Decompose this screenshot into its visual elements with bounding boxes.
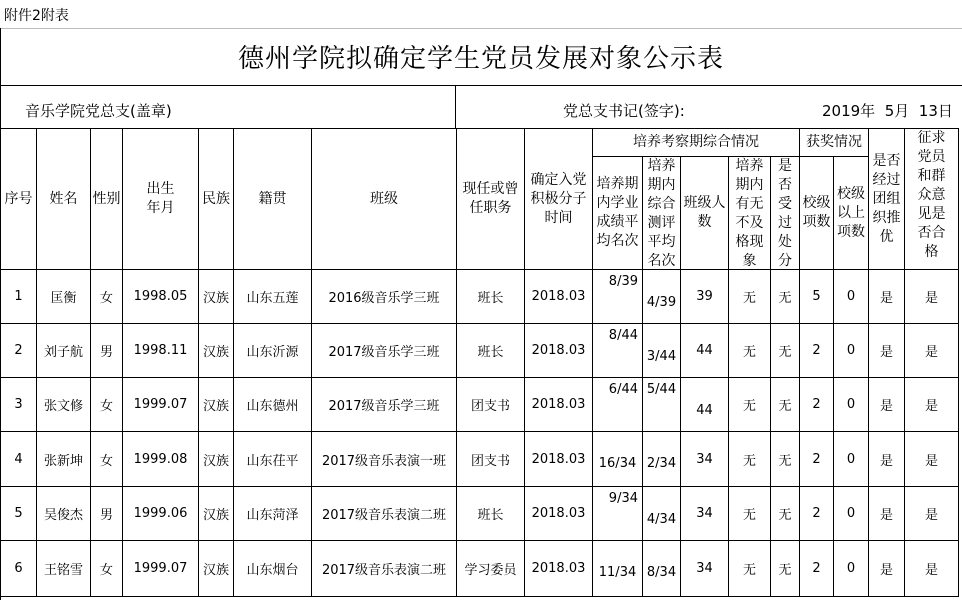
cell-failed[interactable] — [729, 324, 771, 378]
cell-value: 张新坤 — [43, 453, 83, 469]
cell-value: 34 — [696, 506, 713, 521]
cell-failed[interactable] — [729, 378, 771, 432]
cell-value: 班长 — [477, 345, 504, 360]
cell-activist-date[interactable] — [525, 324, 593, 378]
cell-above-school[interactable] — [834, 487, 869, 541]
cell-value: 11/34 — [598, 565, 637, 580]
cell-class[interactable] — [312, 487, 457, 541]
branch-label: 音乐学院党总支(盖章) — [25, 102, 172, 120]
cell-value: 汉族 — [202, 508, 229, 523]
cell-value: 4 — [14, 451, 23, 467]
cell-value: 无 — [778, 345, 792, 360]
cell-value: 是 — [879, 291, 893, 306]
col-recommended: 是否经过团组织推优 — [869, 129, 905, 270]
cell-value: 0 — [846, 343, 856, 358]
cell-value: 刘子航 — [43, 345, 83, 360]
cell-failed[interactable] — [729, 432, 771, 487]
cell-value: 无 — [742, 399, 756, 414]
cell-value: 是 — [879, 399, 893, 414]
cell-origin[interactable] — [234, 270, 312, 324]
cell-position[interactable] — [457, 432, 525, 487]
cell-birth[interactable] — [123, 378, 199, 432]
cell-value: 学习委员 — [464, 563, 517, 578]
cell-grade-rank[interactable] — [593, 487, 643, 541]
cell-value: 汉族 — [202, 399, 229, 414]
cell-value: 1998.11 — [133, 343, 188, 358]
cell-recommended[interactable] — [869, 541, 905, 597]
cell-gender[interactable] — [91, 270, 123, 324]
cell-birth[interactable] — [123, 270, 199, 324]
cell-value: 班长 — [477, 291, 504, 306]
info-divider — [455, 86, 456, 128]
cell-opinion[interactable] — [905, 541, 959, 597]
table-row — [1, 324, 959, 378]
cell-value: 是 — [879, 508, 893, 523]
cell-class-size[interactable] — [681, 270, 729, 324]
cell-class-size[interactable] — [681, 487, 729, 541]
cell-origin[interactable] — [234, 541, 312, 597]
candidates-table — [0, 128, 959, 597]
cell-value: 是 — [924, 345, 938, 360]
cell-value: 16/34 — [598, 455, 637, 471]
cell-school-awards[interactable] — [800, 270, 834, 324]
cell-punished[interactable] — [771, 324, 800, 378]
cell-recommended[interactable] — [869, 270, 905, 324]
cell-school-awards[interactable] — [800, 432, 834, 487]
cell-seq[interactable] — [1, 378, 37, 432]
cell-value: 山东沂源 — [246, 345, 299, 360]
cell-name[interactable] — [37, 378, 91, 432]
cell-name[interactable] — [37, 432, 91, 487]
cell-value: 0 — [846, 506, 856, 521]
cell-class-size[interactable] — [681, 324, 729, 378]
cell-value: 2018.03 — [531, 289, 586, 304]
cell-value: 5/44 — [646, 382, 677, 397]
cell-value: 是 — [879, 563, 893, 578]
cell-value: 5 — [14, 506, 23, 521]
cell-value: 1999.07 — [133, 397, 188, 412]
cell-failed[interactable] — [729, 541, 771, 597]
cell-activist-date[interactable] — [525, 270, 593, 324]
cell-value: 无 — [778, 508, 792, 523]
cell-recommended[interactable] — [869, 432, 905, 487]
cell-value: 是 — [924, 563, 938, 578]
cell-value: 2 — [812, 506, 821, 521]
title-divider — [0, 85, 962, 86]
cell-value: 山东烟台 — [246, 563, 299, 578]
cell-name[interactable] — [37, 270, 91, 324]
cell-punished[interactable] — [771, 378, 800, 432]
cell-punished[interactable] — [771, 487, 800, 541]
col-opinion: 征求党员和群众意见是否合格 — [905, 129, 959, 270]
col-class-size: 班级人数 — [681, 157, 729, 270]
cell-value: 0 — [846, 561, 856, 576]
col-above-school: 校级以上项数 — [834, 157, 869, 270]
cell-seq[interactable] — [1, 270, 37, 324]
table-row — [1, 541, 959, 597]
cell-seq[interactable] — [1, 324, 37, 378]
cell-eval-rank[interactable] — [643, 324, 681, 378]
cell-value: 2017级音乐学三班 — [328, 399, 440, 414]
cell-value: 女 — [99, 399, 113, 414]
cell-activist-date[interactable] — [525, 378, 593, 432]
col-origin: 籍贯 — [234, 129, 312, 270]
sheet-divider — [0, 28, 962, 29]
cell-value: 6 — [14, 561, 23, 576]
cell-failed[interactable] — [729, 487, 771, 541]
cell-opinion[interactable] — [905, 487, 959, 541]
cell-value: 9/34 — [608, 491, 638, 506]
cell-recommended[interactable] — [869, 378, 905, 432]
cell-gender[interactable] — [91, 378, 123, 432]
cell-position[interactable] — [457, 324, 525, 378]
cell-value: 1 — [14, 289, 23, 304]
cell-opinion[interactable] — [905, 432, 959, 487]
cell-value: 男 — [99, 345, 113, 360]
cell-value: 0 — [846, 451, 856, 467]
cell-class[interactable] — [312, 324, 457, 378]
cell-value: 是 — [924, 508, 938, 523]
cell-opinion[interactable] — [905, 270, 959, 324]
cell-value: 王铭雪 — [43, 563, 83, 578]
cell-value: 无 — [778, 563, 792, 578]
cell-value: 是 — [879, 345, 893, 360]
cell-value: 8/34 — [646, 565, 677, 580]
cell-grade-rank[interactable] — [593, 432, 643, 487]
cell-name[interactable] — [37, 324, 91, 378]
cell-value: 无 — [742, 563, 756, 578]
cell-class[interactable] — [312, 378, 457, 432]
col-position: 现任或曾任职务 — [457, 129, 525, 270]
secretary-label: 党总支书记(签字): — [563, 102, 685, 120]
cell-above-school[interactable] — [834, 270, 869, 324]
cell-value: 无 — [742, 345, 756, 360]
col-seq: 序号 — [1, 129, 37, 270]
cell-ethnicity[interactable] — [199, 324, 234, 378]
cell-value: 1999.08 — [133, 451, 188, 467]
cell-grade-rank[interactable] — [593, 270, 643, 324]
cell-origin[interactable] — [234, 487, 312, 541]
cell-value: 2018.03 — [531, 451, 586, 467]
cell-value: 3/44 — [646, 349, 677, 364]
cell-name[interactable] — [37, 487, 91, 541]
table-row — [1, 378, 959, 432]
cell-value: 山东五莲 — [246, 291, 299, 306]
cell-value: 男 — [99, 508, 113, 523]
col-award-group: 获奖情况 — [800, 129, 869, 157]
cell-value: 匡衡 — [50, 291, 77, 306]
cell-above-school[interactable] — [834, 432, 869, 487]
cell-class-size[interactable] — [681, 432, 729, 487]
col-school-awards: 校级项数 — [800, 157, 834, 270]
cell-school-awards[interactable] — [800, 541, 834, 597]
cell-punished[interactable] — [771, 270, 800, 324]
cell-name[interactable] — [37, 541, 91, 597]
cell-value: 2018.03 — [531, 343, 586, 358]
cell-value: 团支书 — [470, 453, 510, 469]
cell-class-size[interactable] — [681, 378, 729, 432]
cell-value: 无 — [778, 399, 792, 414]
cell-punished[interactable] — [771, 432, 800, 487]
cell-value: 张文修 — [43, 399, 83, 414]
cell-value: 女 — [99, 563, 113, 578]
cell-origin[interactable] — [234, 432, 312, 487]
cell-grade-rank[interactable] — [593, 378, 643, 432]
cell-birth[interactable] — [123, 487, 199, 541]
cell-class[interactable] — [312, 270, 457, 324]
cell-value: 2017级音乐表演二班 — [321, 563, 447, 578]
cell-value: 44 — [696, 343, 713, 358]
cell-above-school[interactable] — [834, 541, 869, 597]
col-class: 班级 — [312, 129, 457, 270]
cell-value: 无 — [778, 453, 792, 469]
cell-value: 是 — [924, 453, 938, 469]
cell-value: 1999.07 — [133, 561, 188, 576]
cell-value: 汉族 — [202, 453, 229, 469]
cell-value: 班长 — [477, 508, 504, 523]
cell-value: 3 — [14, 397, 23, 412]
cell-activist-date[interactable] — [525, 432, 593, 487]
cell-value: 34 — [696, 451, 713, 467]
cell-opinion[interactable] — [905, 378, 959, 432]
cell-eval-rank[interactable] — [643, 541, 681, 597]
col-punished: 是否受过处分 — [771, 157, 800, 270]
cell-value: 山东菏泽 — [246, 508, 299, 523]
cell-failed[interactable] — [729, 270, 771, 324]
cell-value: 8/39 — [608, 274, 638, 289]
cell-value: 34 — [696, 561, 713, 576]
cell-seq[interactable] — [1, 541, 37, 597]
cell-ethnicity[interactable] — [199, 432, 234, 487]
cell-value: 是 — [924, 399, 938, 414]
cell-value: 女 — [99, 291, 113, 306]
cell-school-awards[interactable] — [800, 487, 834, 541]
cell-value: 6/44 — [608, 382, 638, 397]
cell-value: 山东茌平 — [246, 453, 299, 469]
cell-value: 汉族 — [202, 345, 229, 360]
col-birth: 出生年月 — [123, 129, 199, 270]
attachment-label: 附件2附表 — [4, 8, 69, 24]
cell-value: 2018.03 — [531, 506, 586, 521]
cell-value: 2 — [812, 397, 821, 412]
cell-recommended[interactable] — [869, 487, 905, 541]
cell-opinion[interactable] — [905, 324, 959, 378]
cell-ethnicity[interactable] — [199, 270, 234, 324]
col-eval-rank: 培养期内综合测评平均名次 — [643, 157, 681, 270]
cell-grade-rank[interactable] — [593, 324, 643, 378]
cell-activist-date[interactable] — [525, 541, 593, 597]
cell-value: 无 — [778, 291, 792, 306]
cell-class-size[interactable] — [681, 541, 729, 597]
cell-value: 汉族 — [202, 563, 229, 578]
cell-value: 2018.03 — [531, 397, 586, 412]
cell-position[interactable] — [457, 378, 525, 432]
cell-gender[interactable] — [91, 487, 123, 541]
cell-seq[interactable] — [1, 487, 37, 541]
cell-activist-date[interactable] — [525, 487, 593, 541]
cell-value: 山东德州 — [246, 399, 299, 414]
cell-value: 2018.03 — [531, 561, 586, 576]
cell-value: 5 — [812, 289, 821, 304]
cell-value: 1998.05 — [133, 289, 188, 304]
cell-eval-rank[interactable] — [643, 432, 681, 487]
cell-value: 2 — [812, 451, 821, 467]
cell-value: 是 — [924, 291, 938, 306]
col-name: 姓名 — [37, 129, 91, 270]
cell-school-awards[interactable] — [800, 378, 834, 432]
cell-gender[interactable] — [91, 324, 123, 378]
cell-eval-rank[interactable] — [643, 487, 681, 541]
cell-birth[interactable] — [123, 541, 199, 597]
cell-value: 0 — [846, 397, 856, 412]
cell-value: 无 — [742, 453, 756, 469]
cell-origin[interactable] — [234, 378, 312, 432]
cell-value: 是 — [879, 453, 893, 469]
col-activist-date: 确定入党积极分子时间 — [525, 129, 593, 270]
col-gender: 性别 — [91, 129, 123, 270]
cell-value: 4/39 — [646, 295, 677, 310]
cell-value: 2/34 — [646, 455, 677, 471]
cell-above-school[interactable] — [834, 378, 869, 432]
cell-value: 无 — [742, 291, 756, 306]
cell-value: 团支书 — [470, 399, 510, 414]
cell-birth[interactable] — [123, 432, 199, 487]
cell-class[interactable] — [312, 541, 457, 597]
cell-value: 无 — [742, 508, 756, 523]
cell-seq[interactable] — [1, 432, 37, 487]
cell-position[interactable] — [457, 541, 525, 597]
col-failed: 培养期内有无不及格现象 — [729, 157, 771, 270]
cell-value: 8/44 — [608, 328, 638, 343]
cell-ethnicity[interactable] — [199, 487, 234, 541]
cell-recommended[interactable] — [869, 324, 905, 378]
cell-eval-rank[interactable] — [643, 270, 681, 324]
cell-value: 1999.06 — [133, 506, 188, 521]
cell-grade-rank[interactable] — [593, 541, 643, 597]
cell-value: 2 — [14, 343, 23, 358]
date-label: 2019年 5月 13日 — [822, 102, 953, 120]
col-training-group: 培养考察期综合情况 — [593, 129, 800, 157]
cell-punished[interactable] — [771, 541, 800, 597]
table-row — [1, 270, 959, 324]
cell-value: 2016级音乐学三班 — [328, 291, 440, 306]
cell-value: 44 — [696, 403, 713, 418]
cell-value: 2 — [812, 561, 821, 576]
cell-value: 0 — [846, 289, 856, 304]
cell-origin[interactable] — [234, 324, 312, 378]
cell-gender[interactable] — [91, 541, 123, 597]
col-ethnicity: 民族 — [199, 129, 234, 270]
cell-value: 2017级音乐表演一班 — [321, 453, 447, 469]
cell-value: 2 — [812, 343, 821, 358]
cell-value: 39 — [696, 289, 713, 304]
cell-birth[interactable] — [123, 324, 199, 378]
table-row — [1, 487, 959, 541]
cell-position[interactable] — [457, 487, 525, 541]
cell-value: 吴俊杰 — [43, 508, 83, 523]
cell-value: 2017级音乐表演二班 — [321, 508, 447, 523]
cell-ethnicity[interactable] — [199, 541, 234, 597]
cell-class[interactable] — [312, 432, 457, 487]
cell-gender[interactable] — [91, 432, 123, 487]
col-grade-rank: 培养期内学业成绩平均名次 — [593, 157, 643, 270]
cell-above-school[interactable] — [834, 324, 869, 378]
cell-ethnicity[interactable] — [199, 378, 234, 432]
page-title: 德州学院拟确定学生党员发展对象公示表 — [237, 44, 724, 74]
cell-eval-rank[interactable] — [643, 378, 681, 432]
cell-school-awards[interactable] — [800, 324, 834, 378]
cell-value: 4/34 — [646, 512, 677, 527]
cell-value: 女 — [99, 453, 113, 469]
cell-position[interactable] — [457, 270, 525, 324]
cell-value: 2017级音乐学三班 — [328, 345, 440, 360]
table-row — [1, 432, 959, 487]
cell-value: 汉族 — [202, 291, 229, 306]
